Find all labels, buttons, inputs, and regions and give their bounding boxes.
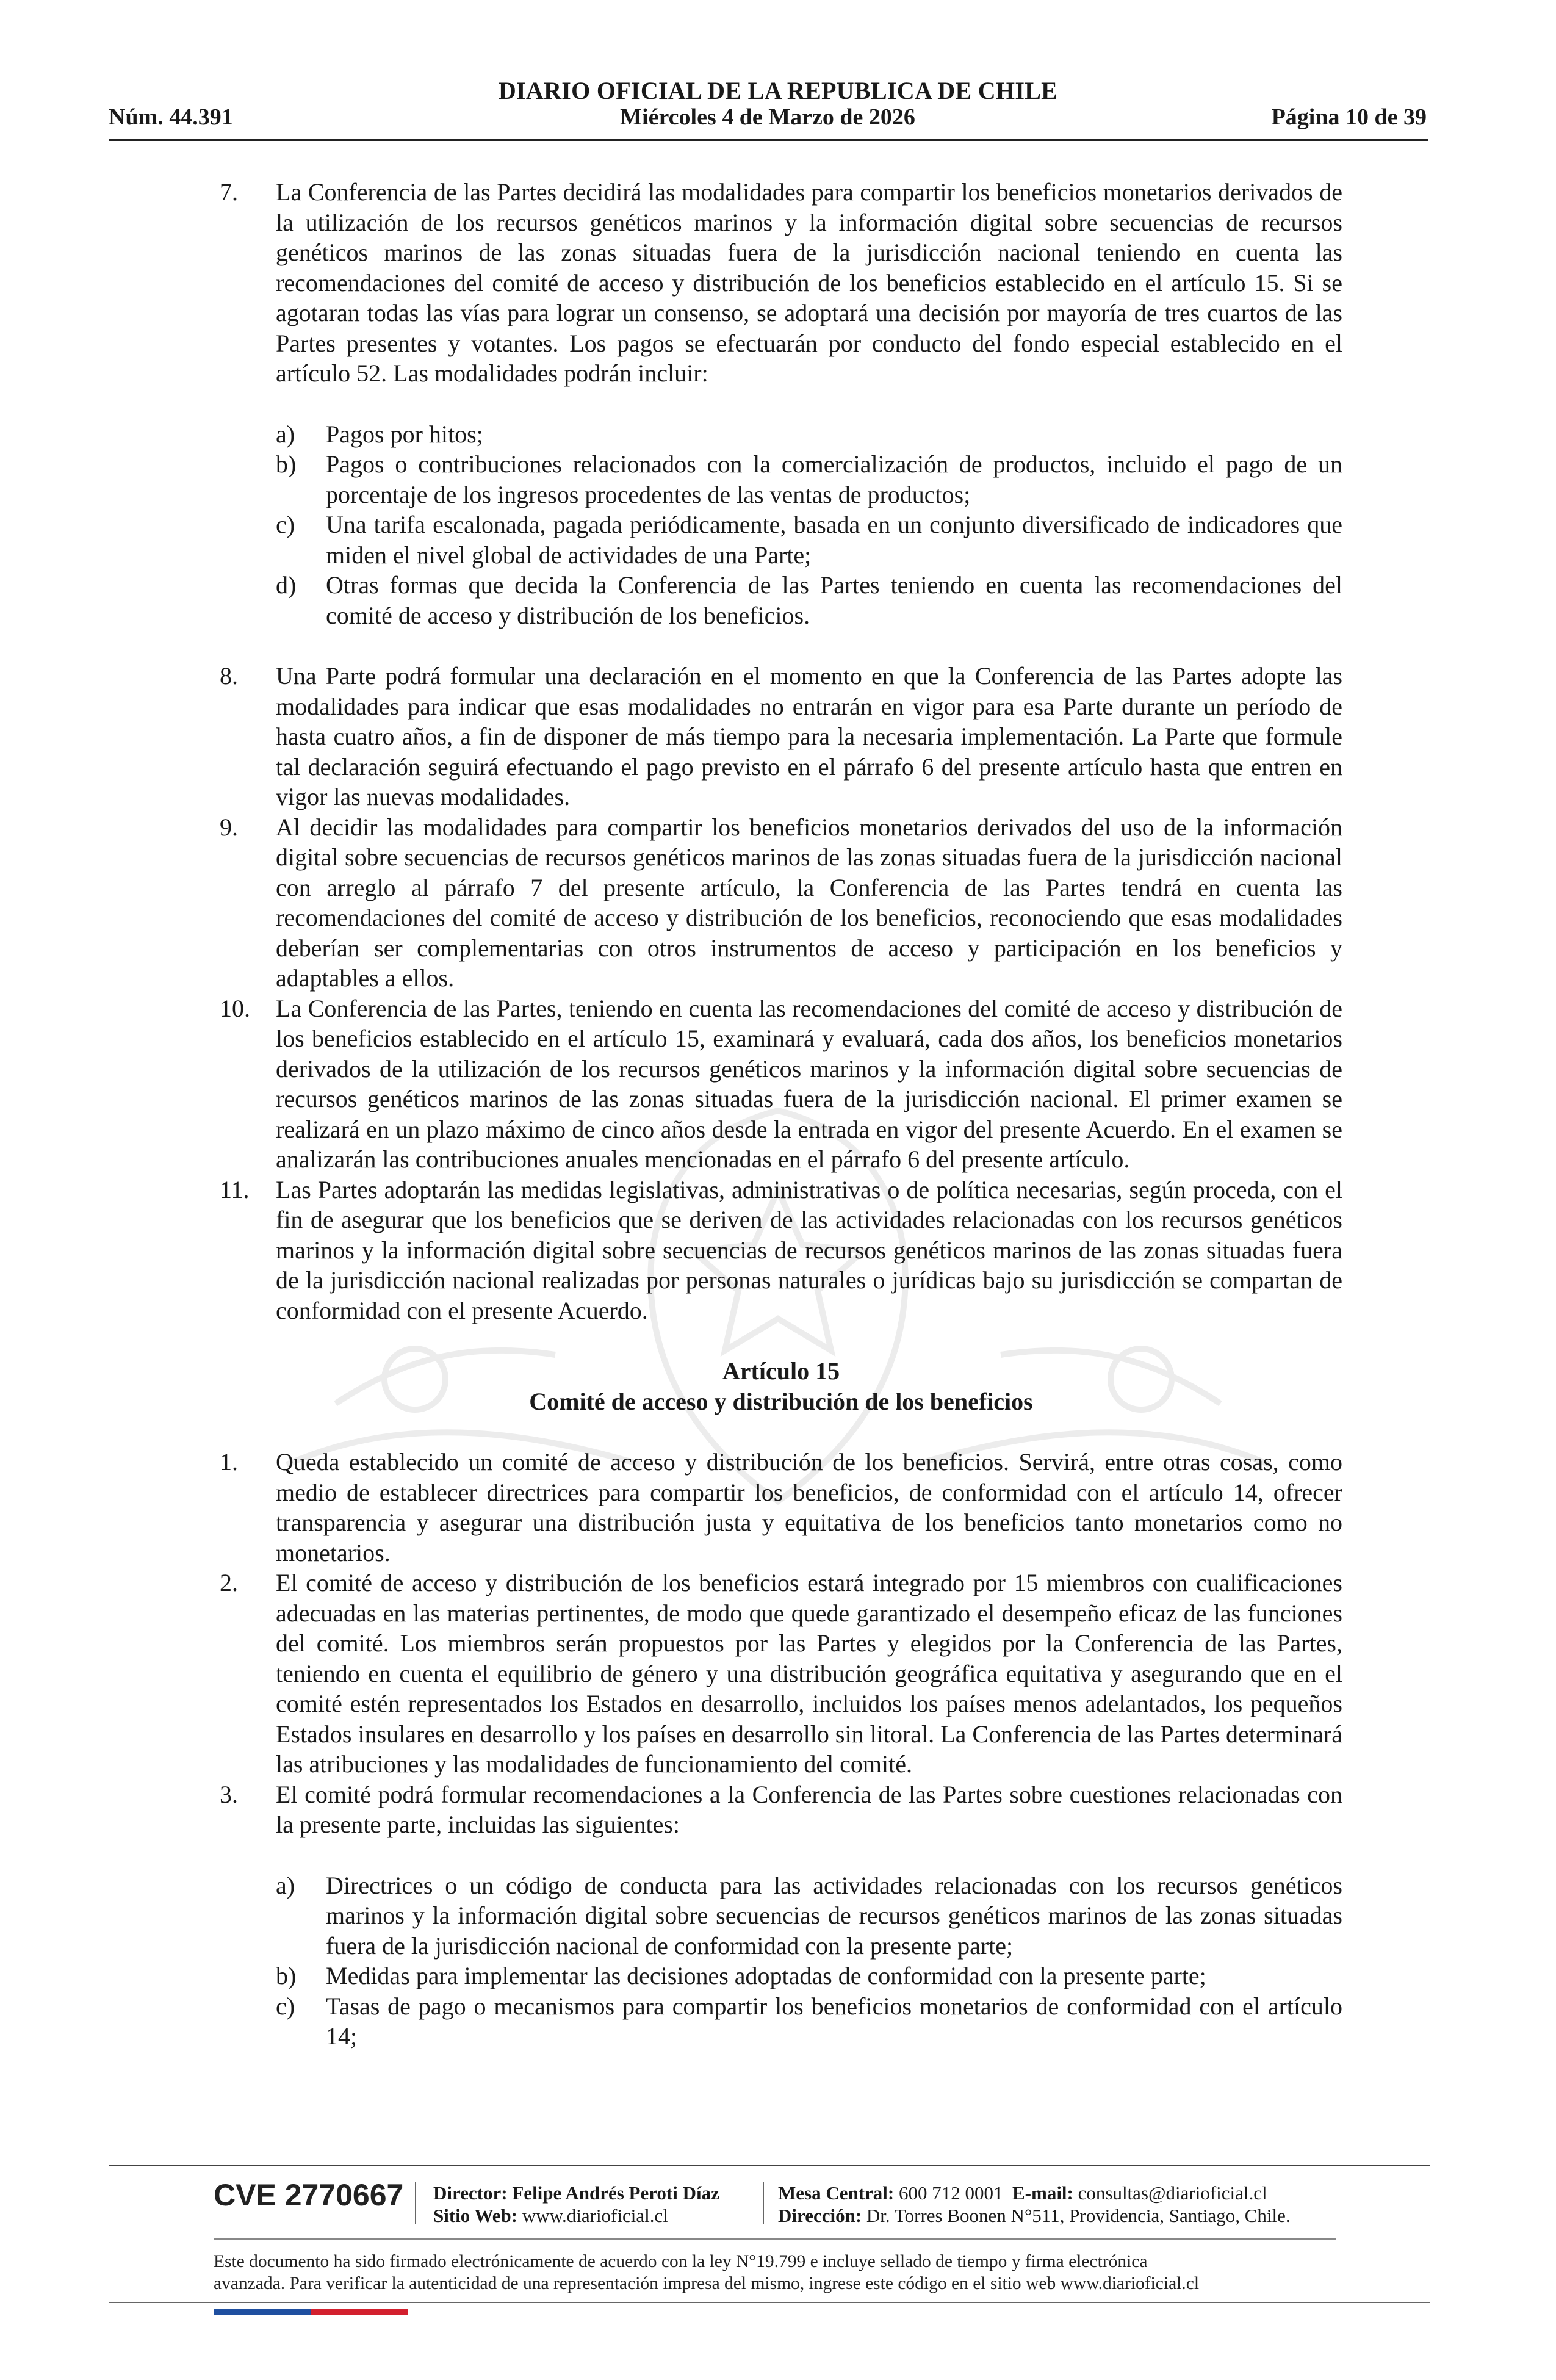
footer-divider-bottom [109,2302,1430,2303]
list-item [220,570,1342,630]
director-name: Felipe Andrés Peroti Díaz [512,2182,719,2204]
page-number: Página 10 de 39 [1271,104,1427,130]
paragraph-text: Al decidir las modalidades para compartir los beneficios monetarios derivados del uso de la información digital sobre secuencias de recursos genéticos marinos de las zonas situadas fuera de la jurisdicción nacional con arreglo al párrafo 7 del presente artículo, la Conferencia de las Partes tendrá en cuenta las recomendaciones del comité de acceso y distribución de los beneficios, reconociendo que esas modalidades deberían ser complementarias con otros instrumentos de acceso y participación en los beneficios y adaptables a ellos. [276,813,1342,992]
address-text: Dr. Torres Boonen N°511, Providencia, Santiago, Chile. [866,2205,1291,2226]
paragraph-text: La Conferencia de las Partes decidirá las modalidades para compartir los beneficios monetarios derivados de la utilización de los recursos genéticos marinos y la información digital sobre secuencias de recursos genéticos marinos de las zonas situadas fuera de la jurisdicción nacional teniendo en cuenta las recomendaciones del comité de acceso y distribución de los beneficios establecido en el artículo 15. Si se agotaran todas las vías para lograr un consenso, se adoptará una decisión por mayoría de tres cuartos de las Partes presentes y votantes. Los pagos se efectuarán por conducto del fondo especial establecido en el artículo 52. Las modalidades podrán incluir: [276,178,1342,387]
list-item [220,419,1342,450]
paragraph-number: 7. [220,178,238,206]
flag-stripe-blue [214,2309,311,2315]
paragraph-number: 2. [220,1569,238,1596]
list-text: Medidas para implementar las decisiones adoptadas de conformidad con la presente parte; [326,1962,1206,1989]
website-link[interactable]: www.diarioficial.cl [522,2205,668,2226]
phone-label: Mesa Central: [778,2182,895,2204]
article-title: Artículo 15 [722,1357,840,1385]
paragraph-number: 11. [220,1175,250,1203]
list-letter: c) [276,511,295,538]
paragraph-text: Queda establecido un comité de acceso y distribución de los beneficios. Servirá, entre otras cosas, como medio de establecer directrices para compartir los beneficios, de conformidad con el artículo 14, ofrecer transparencia y asegurar una distribución justa y equitativa de los beneficios tanto monetarios como no monetarios. [276,1448,1342,1567]
list-text: Otras formas que decida la Conferencia de las Partes teniendo en cuenta las recomendaciones del comité de acceso y distribución de los beneficios. [326,571,1342,629]
paragraph-text: La Conferencia de las Partes, teniendo en cuenta las recomendaciones del comité de acceso y distribución de los beneficios establecido en el artículo 15, examinará y evaluará, cada dos años, los beneficios monetarios derivados de la utilización de los recursos genéticos marinos y la información digital sobre secuencias de recursos genéticos marinos de las zonas situadas fuera de la jurisdicción nacional. El primer examen se realizará en un plazo máximo de cinco años desde la entrada en vigor del presente Acuerdo. En el examen se analizarán las contribuciones anuales mencionadas en el párrafo 6 del presente artículo. [276,994,1342,1173]
paragraph-text: El comité de acceso y distribución de los beneficios estará integrado por 15 miembros con cualificaciones adecuadas en las materias pertinentes, de modo que quede garantizado el desempeño eficaz de las funciones del comité. Los miembros serán propuestos por las Partes y elegidos por la Conferencia de las Partes, teniendo en cuenta el equilibrio de género y una distribución geográfica equitativa y asegurando que en el comité estén representados los Estados en desarrollo, incluidos los países menos adelantados, los pequeños Estados insulares en desarrollo y los países en desarrollo sin litoral. La Conferencia de las Partes determinará las atribuciones y las modalidades de funcionamiento del comité. [276,1569,1342,1778]
article-subtitle: Comité de acceso y distribución de los beneficios [529,1387,1033,1415]
list-letter: c) [276,1992,295,2020]
footer-divider-middle [214,2238,1336,2240]
paragraph-text: El comité podrá formular recomendaciones a la Conferencia de las Partes sobre cuestiones relacionadas con la presente parte, incluidas las siguientes: [276,1780,1342,1838]
list-item [220,1991,1342,2052]
list-letter: a) [276,420,295,448]
list-item [220,510,1342,570]
list-letter: b) [276,1962,297,1989]
list-item [220,449,1342,510]
email-label: E-mail: [1012,2182,1073,2204]
paragraph-11 [220,1175,1342,1326]
article-15-item-1 [220,1447,1342,1568]
paragraph-text: Las Partes adoptarán las medidas legislativas, administrativas o de política necesarias, según proceda, con el fin de asegurar que los beneficios que se deriven de las actividades relacionadas con los recursos genéticos marinos y la información digital sobre secuencias de recursos genéticos marinos de las zonas situadas fuera de la jurisdicción nacional realizadas por personas naturales o jurídicas bajo su jurisdicción se compartan de conformidad con el presente Acuerdo. [276,1175,1342,1324]
list-letter: b) [276,450,297,478]
issue-number: Núm. 44.391 [109,104,233,130]
header-divider [109,139,1428,141]
website-label: Sitio Web: [433,2205,518,2226]
list-text: Pagos por hitos; [326,420,483,448]
footer-separator [763,2182,764,2224]
article-15-item-2 [220,1568,1342,1780]
list-item [220,1961,1342,1991]
footer-contact-block [778,2182,1291,2227]
paragraph-number: 8. [220,662,238,690]
director-label: Director: [433,2182,508,2204]
paragraph-number: 1. [220,1448,238,1476]
paragraph-10 [220,993,1342,1175]
address-label: Dirección: [778,2205,862,2226]
paragraph-number: 9. [220,813,238,841]
issue-date: Miércoles 4 de Marzo de 2026 [620,104,915,130]
footer-separator [415,2182,416,2224]
phone-number: 600 712 0001 [899,2182,1003,2204]
legal-line-2: avanzada. Para verificar la autenticidad de una representación impresa del mismo, ingrese este código en el sitio web www.diarioficial.cl [214,2274,1200,2293]
legal-line-1: Este documento ha sido firmado electrónicamente de acuerdo con la ley N°19.799 e incluye sellado de tiempo y firma electrónica [214,2252,1148,2271]
footer-director-block [433,2182,719,2227]
paragraph-text: Una Parte podrá formular una declaración en el momento en que la Conferencia de las Partes adopte las modalidades para indicar que esas modalidades no entrarán en vigor para esa Parte durante un período de hasta cuatro años, a fin de disponer de más tiempo para la necesaria implementación. La Parte que formule tal declaración seguirá efectuando el pago previsto en el párrafo 6 del presente artículo hasta que entren en vigor las nuevas modalidades. [276,662,1342,810]
list-text: Una tarifa escalonada, pagada periódicamente, basada en un conjunto diversificado de indicadores que miden el nivel global de actividades de una Parte; [326,511,1342,569]
newspaper-title: DIARIO OFICIAL DE LA REPUBLICA DE CHILE [498,77,1058,104]
list-letter: d) [276,571,297,599]
paragraph-number: 10. [220,994,250,1022]
email-link[interactable]: consultas@diarioficial.cl [1078,2182,1267,2204]
list-text: Pagos o contribuciones relacionados con la comercialización de productos, incluido el pago de un porcentaje de los ingresos procedentes de las ventas de productos; [326,450,1342,508]
list-text: Tasas de pago o mecanismos para compartir los beneficios monetarios de conformidad con el artículo 14; [326,1992,1342,2050]
list-item [220,1870,1342,1961]
paragraph-8 [220,661,1342,812]
footer-divider-top [109,2165,1430,2166]
paragraph-9 [220,812,1342,993]
paragraph-number: 3. [220,1780,238,1808]
header-row [109,104,1427,135]
list-text: Directrices o un código de conducta para las actividades relacionadas con los recursos genéticos marinos y la información digital sobre secuencias de recursos genéticos marinos de las zonas situadas fuera de la jurisdicción nacional de conformidad con la presente parte; [326,1871,1342,1960]
paragraph-7 [220,177,1342,389]
flag-stripe-red [311,2309,408,2315]
article-15-item-3 [220,1780,1342,1840]
cve-code: CVE 2770667 [214,2178,404,2212]
legal-notice [214,2251,1373,2295]
document-body [220,177,1342,2052]
list-letter: a) [276,1871,295,1899]
